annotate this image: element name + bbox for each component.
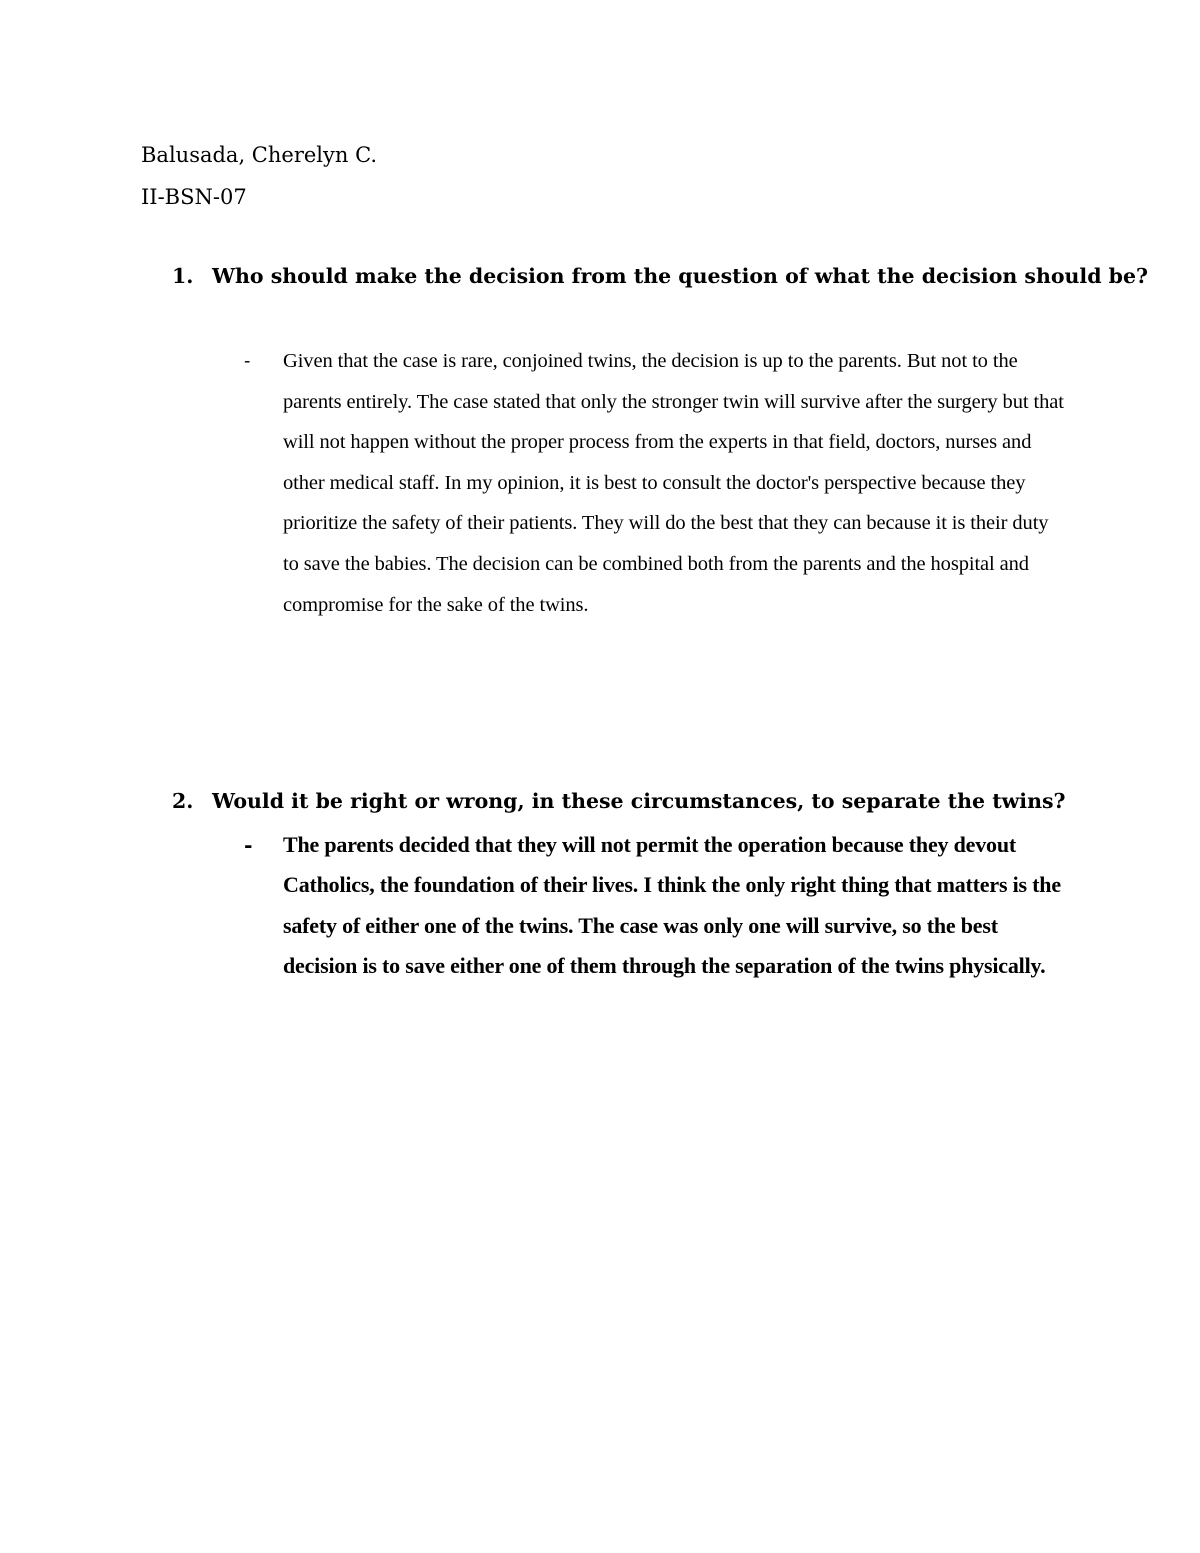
answer-text: The parents decided that they will not permit the operation because they devout Catholics, the foundation of their lives. I think the only right thing that matters is the safety of either one of the twins. The case was only one will survive, so the best decision is to save either one of them through the separation of the twins physically. [283, 832, 1061, 979]
question-2 [172, 787, 1072, 815]
question-text: Would it be right or wrong, in these circumstances, to separate the twins? [212, 789, 1066, 813]
question-number: 1. [172, 264, 194, 288]
student-name: Balusada, Cherelyn C. [141, 143, 378, 167]
question-number: 2. [172, 789, 194, 813]
answer-bullet: - [244, 350, 251, 372]
answer-bullet: - [244, 833, 253, 857]
answer-text: Given that the case is rare, conjoined twins, the decision is up to the parents. But not to the parents entirely. The case stated that only the stronger twin will survive after the surgery but that will not happen without the proper process from the experts in that field, doctors, nurses and other medical staff. In my opinion, it is best to consult the doctor's perspective because they prioritize the safety of their patients. They will do the best that they can because it is their duty to save the babies. The decision can be combined both from the parents and the hospital and compromise for the sake of the twins. [283, 350, 1064, 616]
section-code: II-BSN-07 [141, 185, 247, 209]
question-1 [172, 262, 1149, 290]
question-text: Who should make the decision from the question of what the decision should be? [212, 264, 1149, 288]
